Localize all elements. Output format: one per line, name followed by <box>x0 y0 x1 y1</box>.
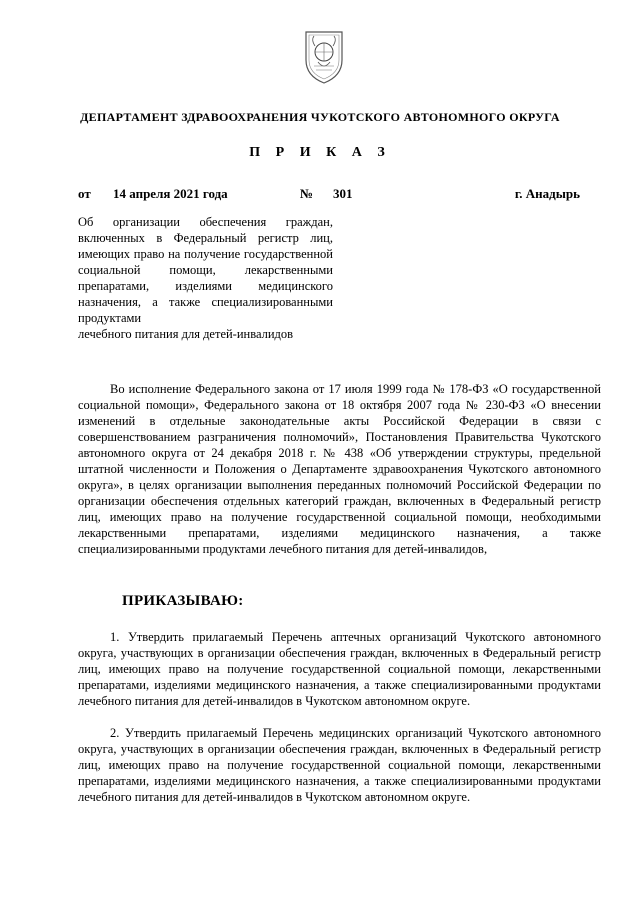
coat-of-arms-icon <box>300 26 348 86</box>
order-number: 301 <box>333 186 353 201</box>
order-number-sign: № <box>300 186 314 201</box>
order-from-label: от <box>78 186 91 201</box>
department-title: ДЕПАРТАМЕНТ ЗДРАВООХРАНЕНИЯ ЧУКОТСКОГО АВТОНОМНОГО ОКРУГА <box>80 110 560 124</box>
order-subject-last-line: лечебного питания для детей-инвалидов <box>78 327 294 341</box>
order-subject <box>78 214 333 342</box>
order-word: ПРИКАЗЫВАЮ: <box>122 593 244 609</box>
preamble-paragraph: Во исполнение Федерального закона от 17 июля 1999 года № 178-ФЗ «О государственной социальной помощи», Федерального закона от 18 октября 2007 года № 230-ФЗ «О внесении изменений в отдельные законодательные акты Российской Федерации в связи с совершенствованием разграничения полномочий», Постановления Правительства Чукотского автономного округа от 24 декабря 2018 г. № 438 «Об утверждении структуры, предельной штатной численности и Положения о Департаменте здравоохранения Чукотского автономного округа», в целях организации выполнения переданных полномочий Российской Федерации по организации обеспечения отдельных категорий граждан, включенных в Федеральный регистр лиц, имеющих право на получение государственной социальной помощи, необходимыми лекарственными препаратами, изделиями медицинского назначения, а также специализированными продуктами лечебного питания для детей-инвалидов, <box>78 382 601 556</box>
order-item-2: 2. Утвердить прилагаемый Перечень медицинских организаций Чукотского автономного округа, участвующих в организации обеспечения граждан, включенных в Федеральный регистр лиц, имеющих право на получение государственной социальной помощи, лекарственными препаратами, изделиями медицинского назначения, а также специализированными продуктами лечебного питания для детей-инвалидов в Чукотском автономном округе. <box>78 726 601 804</box>
order-title: П Р И К А З <box>249 145 391 160</box>
order-item-1: 1. Утвердить прилагаемый Перечень аптечных организаций Чукотского автономного округа, участвующих в организации обеспечения граждан, включенных в Федеральный регистр лиц, имеющих право на получение государственной социальной помощи, лекарственными препаратами, изделиями медицинского назначения, а также специализированными продуктами лечебного питания для детей-инвалидов в Чукотском автономном округе. <box>78 630 601 708</box>
order-date: 14 апреля 2021 года <box>113 186 228 201</box>
order-city: г. Анадырь <box>514 186 580 201</box>
order-subject-main: Об организации обеспечения граждан, включенных в Федеральный регистр лиц, имеющих право на получение государственной социальной помощи, лекарственными препаратами, изделиями медицинского назначения, а также специализированными продуктами <box>78 215 333 325</box>
